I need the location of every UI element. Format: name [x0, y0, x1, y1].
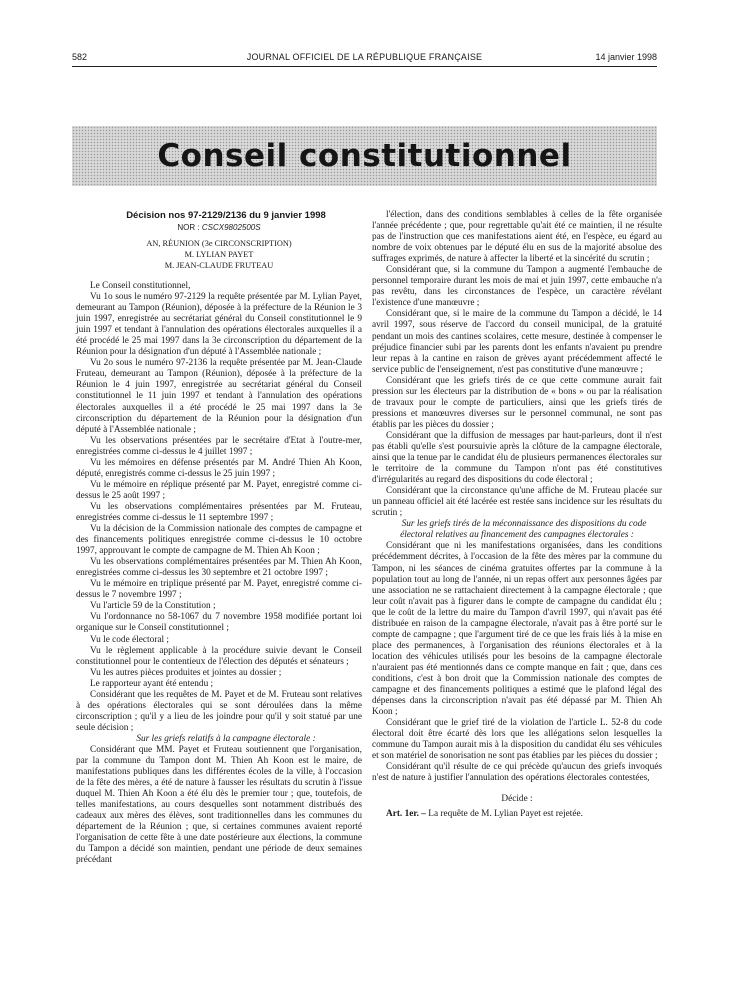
section-banner [72, 126, 657, 186]
left-body [76, 281, 362, 734]
paragraph: Vu le mémoire en réplique présenté par M. Payet, enregistré comme ci-dessus le 25 août 1997 ; [76, 479, 362, 501]
left-column [76, 210, 362, 866]
article-label: Art. 1er. – [386, 809, 426, 820]
nor-line [76, 222, 362, 234]
paragraph: Vu la décision de la Commission nationale des comptes de campagne et des financements politiques enregistrée comme ci-dessus le 10 octobre 1997, approuvant le compte de campagne de M. Thien Ah Koon ; [76, 524, 362, 557]
paragraph: Considérant que le grief tiré de la violation de l'article L. 52-8 du code électoral doit être écarté dès lors que les allégations selon lesquelles la commune du Tampon aurait mis à la disposition du candidat élu ses véhicules et son matériel de sonorisation ne sont pas établies par les pièces du dossier ; [372, 718, 662, 762]
left-body-after [76, 745, 362, 867]
nor-code: CSCX9802500S [201, 223, 261, 232]
paragraph: Vu les mémoires en défense présentés par M. André Thien Ah Koon, député, enregistrés comme ci-dessus le 25 juin 1997 ; [76, 457, 362, 479]
paragraph: Vu le règlement applicable à la procédure suivie devant le Conseil constitutionnel pour le contentieux de l'élection des députés et sénateurs ; [76, 645, 362, 667]
paragraph: Considérant que les griefs tirés de ce que cette commune aurait fait pression sur les électeurs par la distribution de « bons » ou par la réalisation de travaux pour le compte de particuliers, ainsi que les griefs tirés de pressions et manœuvres diverses sur le personnel communal, ne sont pas établis par les pièces du dossier ; [372, 375, 662, 430]
paragraph: Le rapporteur ayant été entendu ; [90, 678, 214, 689]
paragraph: Vu les observations complémentaires présentées par M. Fruteau, enregistrées comme ci-dessus le 11 septembre 1997 ; [76, 501, 362, 523]
paragraph: Vu 2o sous le numéro 97-2136 la requête présentée par M. Jean-Claude Fruteau, demeurant au Tampon (Réunion), déposée à la préfecture de la Réunion le 4 juin 1997, enregistrée au secrétariat général du Conseil constitutionnel le 11 juin 1997 et tendant à l'annulation des opérations électorales auxquelles il a été procédé le 25 mai 1997 dans la 3e circonscription du département de la Réunion pour la désignation d'un député à l'Assemblée nationale ; [76, 358, 362, 435]
paragraph: Vu les observations complémentaires présentées par M. Thien Ah Koon, enregistrées comme ci-dessus les 30 septembre et 21 octobre 1997 ; [76, 557, 362, 579]
banner-title: Conseil constitutionnel [157, 138, 572, 174]
paragraph: Considérant qu'il résulte de ce qui précède qu'aucun des griefs invoqués n'est de nature à justifier l'annulation des opérations électorales contestées, [372, 762, 662, 784]
page-header [72, 52, 657, 66]
header-rule [72, 66, 657, 67]
paragraph: l'élection, dans des conditions semblables à celles de la fête organisée l'année précédente ; que, pour regrettable qu'ait été ce maintien, il ne résulte pas de l'instruction que ces manifestations aient été, en l'espèce, eu égard au nombre de voix obtenues par le député élu en sus de la majorité absolue des suffrages exprimés, de nature à affecter la liberté et la sincérité du scrutin ; [372, 210, 662, 265]
journal-title: JOURNAL OFFICIEL DE LA RÉPUBLIQUE FRANÇAISE [246, 52, 483, 62]
article-1 [372, 809, 662, 820]
right-body [372, 210, 662, 519]
paragraph: Vu l'ordonnance no 58-1067 du 7 novembre 1958 modifiée portant loi organique sur le Conseil constitutionnel ; [76, 612, 362, 634]
subheading: Sur les griefs tirés de la méconnaissance des dispositions du code électoral relatives au financement des campagnes électorales : [400, 519, 647, 541]
paragraph: Considérant que, si le maire de la commune du Tampon a décidé, le 14 avril 1997, sous réserve de l'accord du conseil municipal, de la gratuité pendant un mois des cantines scolaires, cette mesure, destinée à compenser le préjudice financier subi par les parents dont les enfants n'avaient pu prendre leur repas à la cantine en raison de grèves ayant précédemment affecté le service public de l'enseignement, n'est pas constitutive d'une manœuvre ; [372, 309, 662, 375]
paragraph: Vu 1o sous le numéro 97-2129 la requête présentée par M. Lylian Payet, demeurant au Tampon (Réunion), déposée à la préfecture de la Réunion le 3 juin 1997, enregistrée au secrétariat général du Conseil constitutionnel le 9 juin 1997 et tendant à l'annulation des opérations électorales auxquelles il a été procédé le 25 mai 1997 dans la 3e circonscription du département de la Réunion pour la désignation d'un député à l'Assemblée nationale ; [76, 292, 362, 358]
paragraph: Vu l'article 59 de la Constitution ; [90, 601, 216, 612]
right-body-after [372, 541, 662, 784]
paragraph: Considérant que la diffusion de messages par haut-parleurs, dont il n'est pas établi qu'elle s'est poursuivie après la clôture de la campagne électorale, ainsi que la tenue par le candidat élu de plusieurs permanences électorales sur le territoire de la commune du Tampon n'ont pas été constitutives d'irrégularités au regard des dispositions du code électoral ; [372, 430, 662, 486]
page-number: 582 [72, 52, 88, 62]
party-line: M. JEAN-CLAUDE FRUTEAU [164, 261, 274, 270]
paragraph: Le Conseil constitutionnel, [90, 281, 191, 291]
decide-line: Décide : [501, 794, 533, 805]
paragraph: Vu le code électoral ; [90, 634, 169, 645]
paragraph: Considérant que MM. Payet et Fruteau soutiennent que l'organisation, par la commune du Tampon dont M. Thien Ah Koon est le maire, de manifestations publiques dans les différentes écoles de la ville, à l'occasion de la fête des mères, a été de nature à fausser les résultats du scrutin à l'issue duquel M. Thien Ah Koon a été élu dès le premier tour ; que, toutefois, de telles manifestations, au cours desquelles sont notamment distribués des cadeaux aux mères des élèves, sont traditionnelles dans les communes du département de la Réunion ; que, si certaines communes avaient reporté l'organisation de cette fête à une date postérieure aux élections, la commune du Tampon a décidé son maintien, pendant une période de deux semaines précédant [76, 744, 362, 866]
right-column [372, 210, 662, 821]
paragraph: Vu les observations présentées par le secrétaire d'Etat à l'outre-mer, enregistrées comme ci-dessus le 4 juillet 1997 ; [76, 435, 362, 457]
article-text: La requête de M. Lylian Payet est rejetée. [428, 809, 583, 820]
party-line: AN, RÉUNION (3e CIRCONSCRIPTION) [146, 239, 292, 248]
subheading: Sur les griefs relatifs à la campagne électorale : [136, 733, 316, 744]
decision-title: Décision nos 97-2129/2136 du 9 janvier 1998 [126, 210, 326, 221]
paragraph: Considérant que, si la commune du Tampon a augmenté l'embauche de personnel temporaire durant les mois de mai et juin 1997, cette embauche n'a pas revêtu, dans les circonstances de l'espèce, un caractère révélant l'existence d'une manœuvre ; [372, 265, 662, 309]
paragraph: Vu les autres pièces produites et jointes au dossier ; [90, 667, 282, 678]
paragraph: Considérant que la circonstance qu'une affiche de M. Fruteau placée sur un panneau officiel ait été lacérée est restée sans incidence sur les résultats du scrutin ; [372, 486, 662, 519]
paragraph: Vu le mémoire en triplique présenté par M. Payet, enregistré comme ci-dessus le 7 novembre 1997 ; [76, 579, 362, 601]
paragraph: Considérant que les requêtes de M. Payet et de M. Fruteau sont relatives à des opérations électorales qui se sont déroulées dans la même circonscription ; qu'il y a lieu de les joindre pour qu'il y soit statué par une seule décision ; [76, 689, 362, 733]
paragraph: Considérant que ni les manifestations organisées, dans les conditions précédemment décrites, à l'occasion de la fête des mères par la commune du Tampon, ni les séances de cinéma gratuites offertes par la commune à la population tout au long de l'année, ni un repas offert aux personnes âgées par une association ne se rattachaient directement à la campagne électorale ; que leur coût n'avait pas à figurer dans le compte de campagne du candidat élu ; que le coût de la lettre du maire du Tampon d'avril 1997, qui n'avait pas été distribuée en raison de la campagne électorale, n'avait pas à être porté sur le compte de campagne ; que l'argument tiré de ce que les frais liés à la mise en place des permanences, à l'organisation des réunions électorales et à la location des véhicules utilisés pour les besoins de la campagne électorale n'auraient pas été mentionnés dans ce compte manque en fait ; que, dans ces conditions, c'est à bon droit que la Commission nationale des comptes de campagne et des financements politiques a estimé que le plafond légal des dépenses dans la circonscription n'avait pas été dépassé par M. Thien Ah Koon ; [372, 541, 662, 718]
nor-label: NOR : [177, 223, 200, 232]
issue-date: 14 janvier 1998 [595, 52, 657, 62]
party-line: M. LYLIAN PAYET [184, 250, 254, 259]
